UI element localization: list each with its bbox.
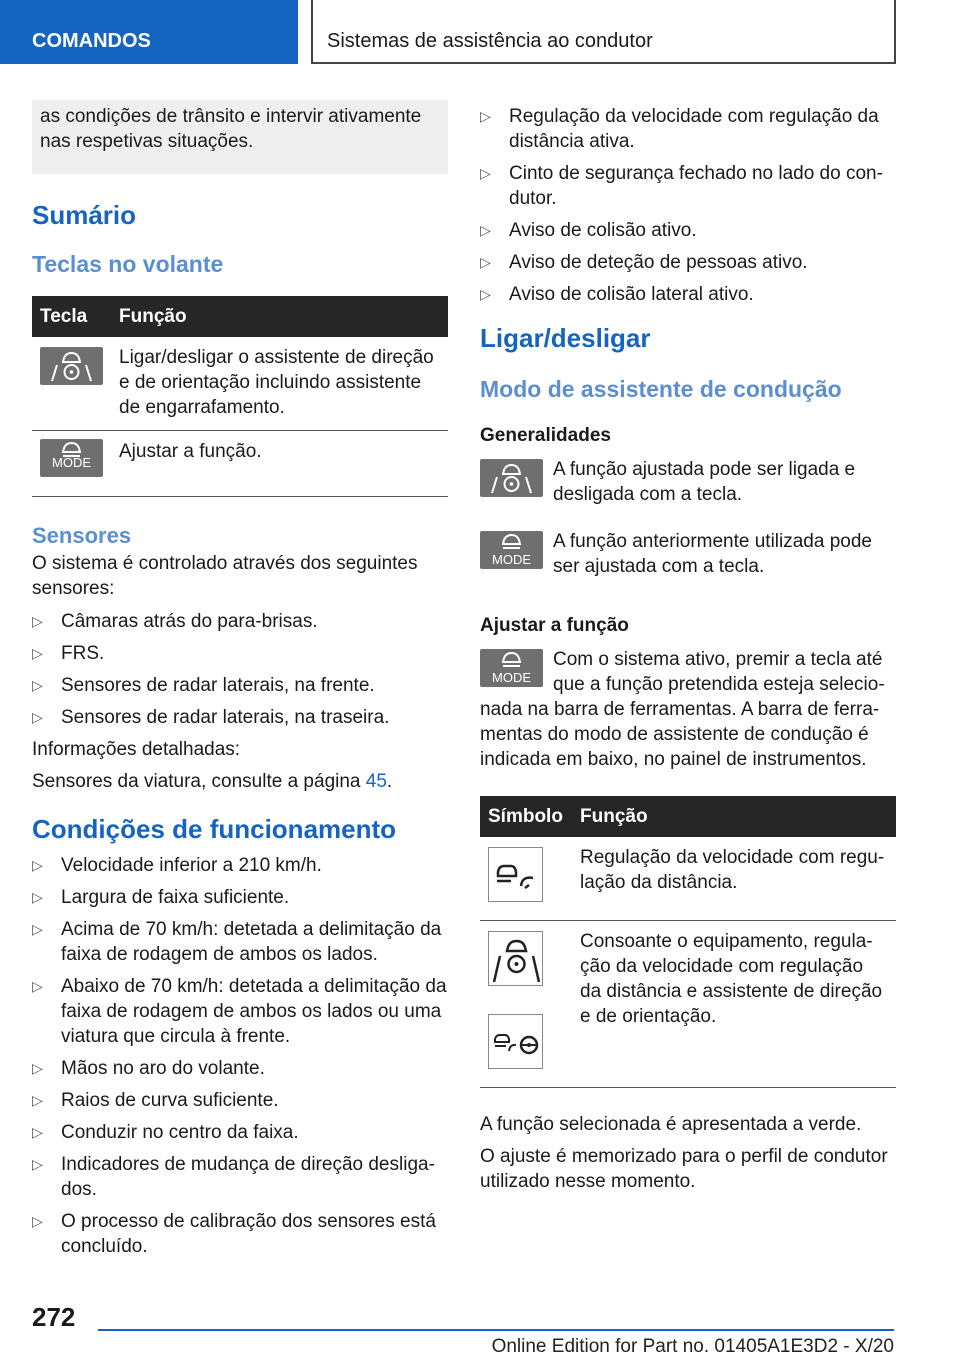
- conditions-list-cont: [480, 104, 896, 307]
- triangle-bullet-icon: ▷: [32, 857, 43, 873]
- list-item: ▷ Regulação da velocidade com regulação da distância ativa.: [480, 106, 879, 152]
- distance-control-icon: [488, 847, 543, 902]
- table-row: [32, 337, 448, 431]
- heading-on-off: Ligar/desligar: [480, 323, 651, 353]
- row-function-text: Ajustar a função.: [111, 431, 448, 497]
- keys-table: [32, 296, 448, 497]
- list-item: ▷ Aviso de colisão ativo.: [480, 220, 697, 241]
- triangle-bullet-icon: ▷: [32, 1092, 43, 1108]
- distance-steering-icon: [488, 1014, 543, 1069]
- chapter-title: Sistemas de assistência ao condutor: [311, 0, 896, 64]
- mode-key-icon: [40, 439, 103, 477]
- steering-guidance-icon: [488, 931, 543, 986]
- triangle-bullet-icon: ▷: [32, 709, 43, 725]
- triangle-bullet-icon: ▷: [32, 645, 43, 661]
- list-item: ▷ Raios de curva suficiente.: [32, 1090, 279, 1111]
- sensors-list: [32, 609, 448, 730]
- sensors-intro: O sistema é controlado através dos seguintes sensores:: [32, 553, 418, 599]
- general-text-1: A função ajustada pode ser ligada e desligada com a tecla.: [553, 459, 856, 505]
- triangle-bullet-icon: ▷: [32, 613, 43, 629]
- table-row: [480, 921, 896, 1088]
- list-item: ▷ Aviso de deteção de pessoas ativo.: [480, 252, 808, 273]
- mode-key-label: MODE: [492, 552, 531, 567]
- right-column: [480, 100, 896, 1194]
- triangle-bullet-icon: ▷: [480, 108, 491, 124]
- triangle-bullet-icon: ▷: [32, 677, 43, 693]
- note-text: as condições de trânsito e intervir ativamente nas respetivas situações.: [40, 106, 422, 152]
- details-label: Informações detalhadas:: [32, 739, 241, 760]
- selected-note: A função selecionada é apresentada a verde.: [480, 1114, 862, 1135]
- general-item: [480, 457, 896, 507]
- mode-key-label: MODE: [492, 670, 531, 685]
- triangle-bullet-icon: ▷: [480, 165, 491, 181]
- page-link[interactable]: 45: [365, 771, 387, 792]
- list-item: ▷ Cinto de segurança fechado no lado do condutor.: [480, 163, 883, 209]
- list-item: ▷ Mãos no aro do volante.: [32, 1058, 265, 1079]
- triangle-bullet-icon: ▷: [32, 889, 43, 905]
- row-function-text: Regulação da velocidade com regulação da distância.: [572, 837, 896, 921]
- heading-adjust-function: Ajustar a função: [480, 615, 629, 636]
- col-header-symbol: Símbolo: [480, 796, 572, 837]
- edition-text: Online Edition for Part no. 01405A1E3D2 - X/20: [491, 1336, 894, 1357]
- list-item: ▷ Abaixo de 70 km/h: detetada a delimitação da faixa de rodagem de ambos os lados ou uma viatura que circula à frente.: [32, 976, 447, 1047]
- heading-steering-keys: Teclas no volante: [32, 251, 224, 277]
- heading-general: Generalidades: [480, 425, 611, 446]
- section-tab: COMANDOS: [0, 0, 298, 64]
- triangle-bullet-icon: ▷: [32, 1156, 43, 1172]
- list-item: ▷ O processo de calibração dos sensores está concluído.: [32, 1211, 436, 1257]
- triangle-bullet-icon: ▷: [32, 1124, 43, 1140]
- left-column: [32, 100, 448, 1266]
- list-item: ▷ Sensores de radar laterais, na frente.: [32, 675, 375, 696]
- list-item: ▷ Indicadores de mudança de direção desligados.: [32, 1154, 435, 1200]
- list-item: ▷ Acima de 70 km/h: detetada a delimitação da faixa de rodagem de ambos os lados.: [32, 919, 442, 965]
- table-row: [32, 431, 448, 497]
- col-header-function: Função: [111, 296, 448, 337]
- triangle-bullet-icon: ▷: [32, 1060, 43, 1076]
- heading-sensors: Sensores: [32, 523, 132, 548]
- list-item: ▷ Largura de faixa suficiente.: [32, 887, 290, 908]
- adjust-text: Com o sistema ativo, premir a tecla até que a função pretendida esteja selecionada na barra de ferramentas. A barra de ferramentas do modo de assistente de condução é indicada em baixo, no painel de instrumentos.: [480, 649, 885, 770]
- table-row: [480, 837, 896, 921]
- heading-assistant-mode: Modo de assistente de condução: [480, 376, 842, 402]
- mode-key-label: MODE: [52, 455, 91, 470]
- general-text-2: A função anteriormente utilizada pode ser ajustada com a tecla.: [553, 531, 872, 577]
- note-box: [32, 100, 448, 174]
- triangle-bullet-icon: ▷: [480, 286, 491, 302]
- memory-note: O ajuste é memorizado para o perfil de condutor utilizado nesse momento.: [480, 1146, 888, 1192]
- col-header-function: Função: [572, 796, 896, 837]
- conditions-list: [32, 853, 448, 1259]
- general-item: [480, 529, 896, 579]
- triangle-bullet-icon: ▷: [32, 978, 43, 994]
- mode-key-icon: [480, 531, 543, 569]
- triangle-bullet-icon: ▷: [32, 921, 43, 937]
- footer-divider: [98, 1329, 894, 1331]
- triangle-bullet-icon: ▷: [480, 222, 491, 238]
- triangle-bullet-icon: ▷: [32, 1213, 43, 1229]
- list-item: ▷ Câmaras atrás do para-brisas.: [32, 611, 318, 632]
- list-item: ▷ FRS.: [32, 643, 105, 664]
- triangle-bullet-icon: ▷: [480, 254, 491, 270]
- row-function-text: Ligar/desligar o assistente de direção e de orientação incluindo assistente de engarrafamento.: [111, 337, 448, 431]
- steering-assist-key-icon: [40, 347, 103, 385]
- steering-assist-key-icon: [480, 459, 543, 497]
- page-number: 272: [32, 1302, 76, 1332]
- heading-conditions: Condições de funcionamento: [32, 814, 397, 844]
- list-item: ▷ Sensores de radar laterais, na traseira.: [32, 707, 390, 728]
- adjust-block: [480, 647, 896, 772]
- symbols-table: [480, 796, 896, 1088]
- list-item: ▷ Aviso de colisão lateral ativo.: [480, 284, 754, 305]
- list-item: ▷ Velocidade inferior a 210 km/h.: [32, 855, 322, 876]
- mode-key-icon: [480, 649, 543, 687]
- row-function-text: Consoante o equipamento, regulação da velocidade com regulação da distância e assistente de direção e de orientação.: [572, 921, 896, 1088]
- heading-summary: Sumário: [32, 200, 137, 230]
- list-item: ▷ Conduzir no centro da faixa.: [32, 1122, 299, 1143]
- details-reference: Sensores da viatura, consulte a página 45.: [32, 771, 393, 792]
- col-header-key: Tecla: [32, 296, 111, 337]
